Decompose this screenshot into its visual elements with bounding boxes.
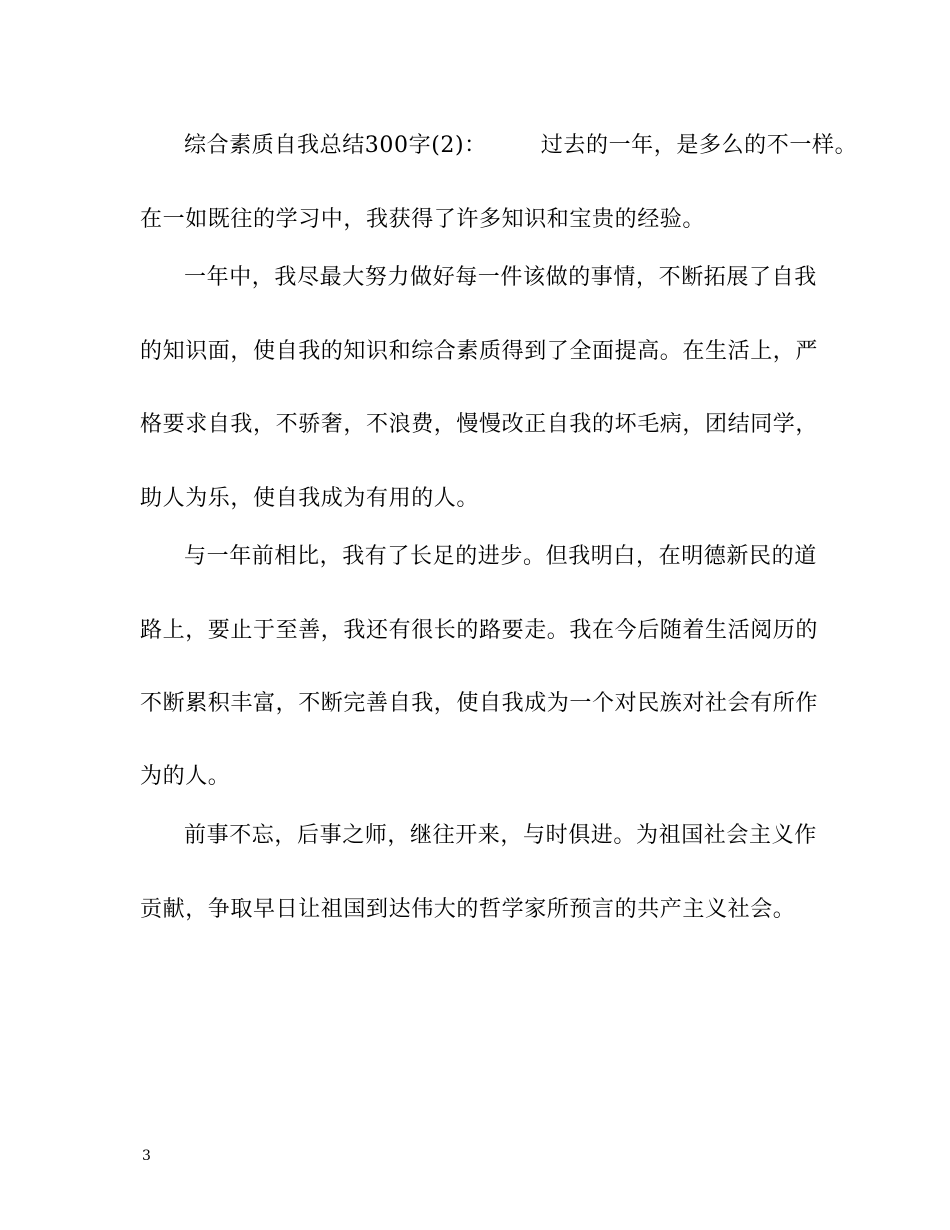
paragraph-2-line-2: 的知识面，使自我的知识和综合素质得到了全面提高。在生活上，严	[140, 339, 819, 364]
paragraph-1-line-1	[184, 131, 864, 161]
paragraph-1-line-2: 在一如既往的学习中，我获得了许多知识和宝贵的经验。	[140, 207, 706, 232]
page-number: 3	[142, 1148, 151, 1164]
paragraph-4-line-1: 前事不忘，后事之师，继往开来，与时俱进。为祖国社会主义作	[184, 823, 817, 848]
section-heading: 综合素质自我总结300字(2)：	[184, 133, 487, 158]
paragraph-3-line-4: 为的人。	[140, 764, 231, 789]
paragraph-3-line-3: 不断累积丰富，不断完善自我，使自我成为一个对民族对社会有所作	[140, 691, 819, 716]
paragraph-2-line-3: 格要求自我，不骄奢，不浪费，慢慢改正自我的坏毛病，团结同学，	[140, 412, 819, 437]
paragraph-3-line-1: 与一年前相比，我有了长足的进步。但我明白，在明德新民的道	[184, 544, 817, 569]
paragraph-1-text: 过去的一年，是多么的不一样。	[540, 133, 858, 158]
paragraph-2-line-4: 助人为乐，使自我成为有用的人。	[140, 486, 480, 511]
paragraph-2-line-1: 一年中，我尽最大努力做好每一件该做的事情，不断拓展了自我	[184, 265, 817, 290]
paragraph-4-line-2: 贡献，争取早日让祖国到达伟大的哲学家所预言的共产主义社会。	[140, 897, 796, 922]
paragraph-3-line-2: 路上，要止于至善，我还有很长的路要走。我在今后随着生活阅历的	[140, 618, 819, 643]
